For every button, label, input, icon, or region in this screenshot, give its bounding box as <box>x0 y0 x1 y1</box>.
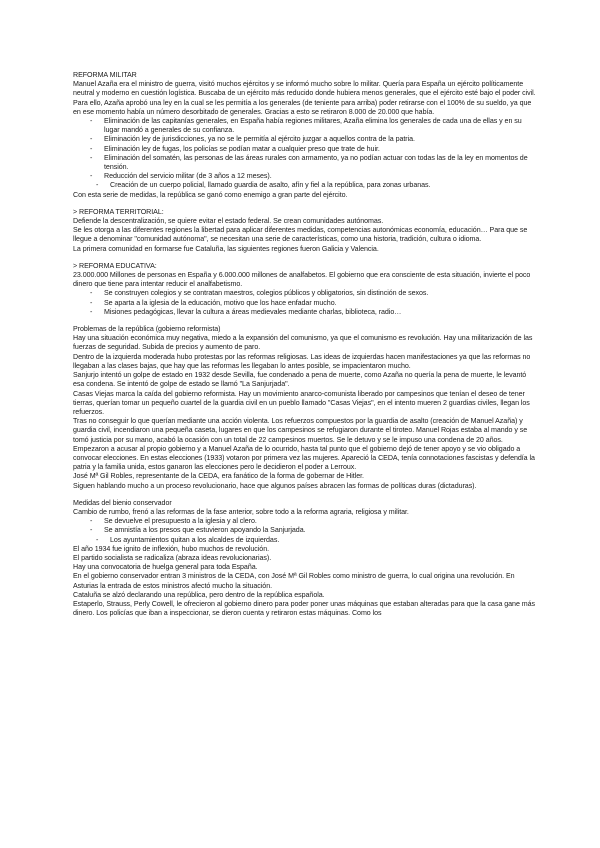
paragraph: 23.000.000 Millones de personas en España y 6.000.000 millones de analfabetos. El gobierno que era consciente de esta situación, invierte el poco dinero que tiene para intentar reducir el analfabetismo. <box>73 271 531 289</box>
paragraph: La primera comunidad en formarse fue Cataluña, las siguientes regiones fueron Galicia y Valencia. <box>73 244 379 253</box>
list-item: - Creación de un cuerpo policial, llamado guardia de asalto, afín y fiel a la república, para zonas urbanas. <box>96 181 536 190</box>
paragraph: Defiende la descentralización, se quiere evitar el estado federal. Se crean comunidades autónomas. <box>73 217 384 226</box>
section-heading: > REFORMA TERRITORIAL: <box>73 207 164 216</box>
paragraph: Siguen hablando mucho a un proceso revolucionario, hace que algunos países abracen las formas de políticas duras (dictaduras). <box>73 481 477 490</box>
paragraph: Cataluña se alzó declarando una república, pero dentro de la república española. <box>73 590 325 599</box>
section-heading: REFORMA MILITAR <box>73 71 137 79</box>
paragraph: Sanjurjo intentó un golpe de estado en 1932 desde Sevilla, fue condenado a pena de muerte, como Azaña no quería la pena de muerte, le levantó esa condena. Se intentó de golpe de estado se llamó "La Sanjurjada". <box>73 371 527 389</box>
list-item: - Misiones pedagógicas, llevar la cultura a áreas medievales mediante charlas, biblioteca, radio… <box>90 308 536 317</box>
paragraph: Hay una situación económica muy negativa, miedo a la expansión del comunismo, ya que el comunismo es revolución. Hay una militarización de las fuerzas de seguridad. Subida de precios y aumento de paro. <box>73 334 533 352</box>
paragraph: Cambio de rumbo, frenó a las reformas de la fase anterior, sobre todo a la reforma agraria, religiosa y militar. <box>73 507 409 516</box>
paragraph: Con esta serie de medidas, la república se ganó como enemigo a gran parte del ejército. <box>73 190 348 199</box>
list-item: - Se construyen colegios y se contratan maestros, colegios públicos y obligatorios, sin distinción de sexos. <box>90 289 536 298</box>
section-reforma-militar <box>73 71 536 200</box>
list-item: - Se amnistía a los presos que estuvieron apoyando la Sanjurjada. <box>90 526 536 535</box>
list-item: - Eliminación ley de jurisdicciones, ya no se le permitía al ejército juzgar a aquellos contra de la patria. <box>90 135 536 144</box>
list-item: - Eliminación del somatén, las personas de las áreas rurales con armamento, ya no podían actuar con todas las de la ley en momentos de tensión. <box>90 154 536 172</box>
paragraph: Dentro de la izquierda moderada hubo protestas por las reformas religiosas. Las ideas de izquierdas hacen manifestaciones ya que las reformas no llegaban a las clases bajas, que hay que las reformas les llegaban lo antes posible, se impacientaron mucho. <box>73 352 531 370</box>
paragraph: José Mª Gil Robles, representante de la CEDA, era fanático de la forma de gobernar de Hitler. <box>73 472 364 481</box>
section-bienio-conservador <box>73 499 536 619</box>
paragraph: El partido socialista se radicaliza (abraza ideas revolucionarias). <box>73 553 272 562</box>
paragraph: Manuel Azaña era el ministro de guerra, visitó muchos ejércitos y se informó mucho sobre lo militar. Quería para España un ejército políticamente neutral y moderno en cuestión logística. Buscaba de un ejército más reducido donde hubiera menos generales, que el ejército esté bajo el poder civil. Para ello, Azaña aprobó una ley en la cual se les permitía a los generales (de teniente para arriba) poder retirarse con el 100% de su sueldo, ya que en ese momento había un número desorbitado de generales. Gracias a esto se retiraron 8.000 de 20.000 que había. <box>73 80 536 116</box>
bullet-list <box>73 289 536 317</box>
section-heading: > REFORMA EDUCATIVA: <box>73 261 157 270</box>
section-reforma-educativa <box>73 262 536 317</box>
section-heading: Problemas de la república (gobierno reformista) <box>73 325 221 334</box>
paragraph: Casas Viejas marca la caída del gobierno reformista. Hay un movimiento anarco-comunista liberado por campesinos que tenían el deseo de tener tierras, querían tomar un pequeño cuartel de la guardia civil en un pueblo llamado "Casas Viejas", en el intento mueren 2 guardias civiles, llegan los refuerzos. <box>73 389 530 416</box>
paragraph: En el gobierno conservador entran 3 ministros de la CEDA, con José Mª Gil Robles como ministro de guerra, lo cual origina una revolución. En Asturias la entrada de estos ministros afectó mucho la situación. <box>73 572 515 590</box>
list-item: - Reducción del servicio militar (de 3 años a 12 meses). <box>90 172 536 181</box>
paragraph: Empezaron a acusar al propio gobierno y a Manuel Azaña de lo ocurrido, hasta tal punto que el gobierno dejó de tener apoyo y se vio obligado a convocar elecciones. En estas elecciones (1933) votaron por primera vez las mujeres. Apareció la CEDA, tenía connotaciones fascistas y defendía la patria y la familia unida, estos ganaron las elecciones pero le decidieron el poder a Lerroux. <box>73 444 535 472</box>
list-item: - Se devuelve el presupuesto a la iglesia y al clero. <box>90 517 536 526</box>
list-item: - Los ayuntamientos quitan a los alcaldes de izquierdas. <box>96 536 536 545</box>
paragraph: Tras no conseguir lo que querían mediante una acción violenta. Los refuerzos compuestos por la guardia de asalto (creación de Manuel Azaña) y guardia civil, incendiaron una pequeña caseta, lugares en que los campesinos se refugiaron durante el tiroteo. Manuel Rojas estaba al mando y se tomó justicia por su mano, acabó la ocasión con un total de 22 campesinos muertos. Se le detuvo y se le impuso una condena de 20 años. <box>73 417 528 444</box>
list-item: - Se aparta a la iglesia de la educación, motivo que los hace enfadar mucho. <box>90 299 536 308</box>
paragraph: Hay una convocatoria de huelga general para toda España. <box>73 563 258 572</box>
list-item: - Eliminación ley de fugas, los policías se podían matar a cualquier preso que trate de huir. <box>90 145 536 154</box>
section-heading: Medidas del bienio conservador <box>73 498 172 507</box>
section-reforma-territorial <box>73 208 536 254</box>
bullet-list <box>73 517 536 545</box>
list-item: - Eliminación de las capitanías generales, en España había regiones militares, Azaña elimina los generales de cada una de ellas y en su lugar mandó a generales de su confianza. <box>90 117 536 135</box>
bullet-list <box>73 117 536 191</box>
paragraph: Estaperlo, Strauss, Perly Cowell, le ofrecieron al gobierno dinero para poder poner unas máquinas que estaban alteradas para que la casa gane más dinero. Los policías que iban a inspeccionar, se dieron cuenta y retiraron estas máquinas. Como los <box>73 599 536 618</box>
paragraph: El año 1934 fue ignito de inflexión, hubo muchos de revolución. <box>73 544 270 553</box>
section-problemas-republica <box>73 325 536 491</box>
paragraph: Se les otorga a las diferentes regiones la libertad para aplicar diferentes medidas, competencias autonómicas economía, educación… Para que se llegue a denominar "comunidad autónoma", se necesitan una serie de características, como una historia, tradición, cultura o idioma. <box>73 226 528 244</box>
